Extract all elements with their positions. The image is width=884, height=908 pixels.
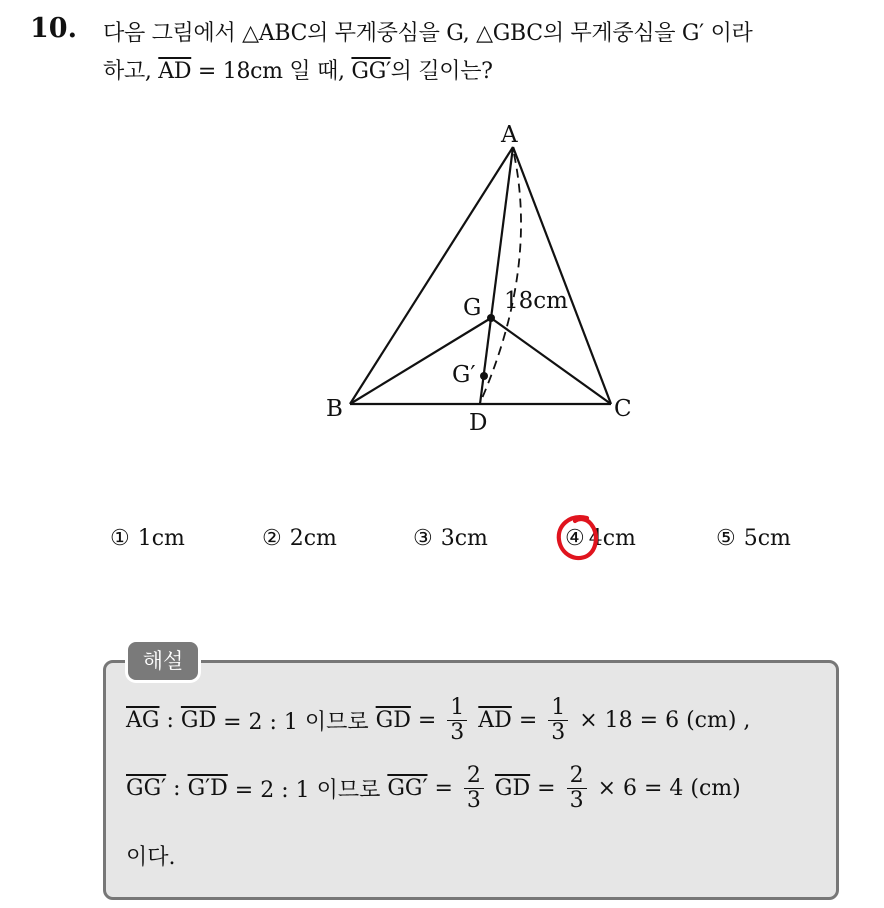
choice-1[interactable]: ① 1cm — [110, 526, 185, 551]
label-length: 18cm — [504, 288, 568, 314]
solution-line3: 이다. — [126, 845, 176, 870]
choice-3[interactable]: ③ 3cm — [413, 526, 488, 551]
label-a: A — [501, 122, 518, 148]
q2-part3: 의 길이는? — [390, 59, 493, 84]
answer-choices — [0, 526, 884, 560]
side-ac — [513, 147, 611, 404]
label-d: D — [469, 410, 488, 436]
question-text-line2 — [103, 54, 493, 85]
segment-g-b — [350, 318, 491, 404]
solution-line2: GG′ : G′D = 2 : 1 이므로 GG′ = $\frac{2}{3}$ $\overline{GD}$ = $\frac{2}{3}$ × 6 = 4 (cm) — [126, 763, 741, 813]
label-b: B — [326, 396, 343, 422]
q1-part2: 의 무게중심을 G, — [307, 21, 477, 46]
label-g: G — [463, 295, 482, 321]
q1-part3: 의 무게중심을 G′ 이라 — [542, 21, 753, 46]
question-number: 10. — [30, 13, 77, 44]
point-g-prime — [480, 372, 488, 380]
label-c: C — [614, 396, 632, 422]
fraction: $\frac{1}{3}$ — [447, 696, 467, 745]
answer-circle-mark-icon — [553, 512, 603, 566]
choice-4[interactable]: ④ 4cm — [565, 526, 636, 551]
solution-line1: $\overline{AG}$ : $\overline{GD} = 2$ : 1 이므로 $\overline{GD}$ = $\frac{1}{3}$ $\overline{AD}$ = $\frac{1}{3}$ × 18 = 6 (cm) , — [126, 695, 751, 745]
segment-gg-prime: GG′ — [351, 59, 391, 84]
segment-g-c — [491, 318, 611, 404]
question-text-line1 — [103, 16, 752, 47]
choice-5[interactable]: ⑤ 5cm — [716, 526, 791, 551]
fraction: $\frac{1}{3}$ — [548, 696, 568, 745]
segment-ad: $\overline{AD}$ — [158, 59, 192, 84]
solution-label: 해설 — [128, 642, 198, 680]
triangle-abc: △ABC — [242, 21, 308, 46]
segment-a-g-d — [480, 147, 513, 404]
triangle-figure — [300, 110, 660, 440]
q1-part1: 다음 그림에서 — [103, 21, 243, 46]
choice-2[interactable]: ② 2cm — [262, 526, 337, 551]
triangle-gbc: △GBC — [476, 21, 543, 46]
fraction: $\frac{2}{3}$ — [464, 764, 484, 813]
fraction: $\frac{2}{3}$ — [567, 764, 587, 813]
point-g — [487, 314, 495, 322]
q2-part2: = 18cm 일 때, — [191, 59, 352, 84]
q2-part1: 하고, — [103, 59, 159, 84]
label-g-prime: G′ — [452, 362, 476, 388]
side-ab — [350, 147, 513, 404]
